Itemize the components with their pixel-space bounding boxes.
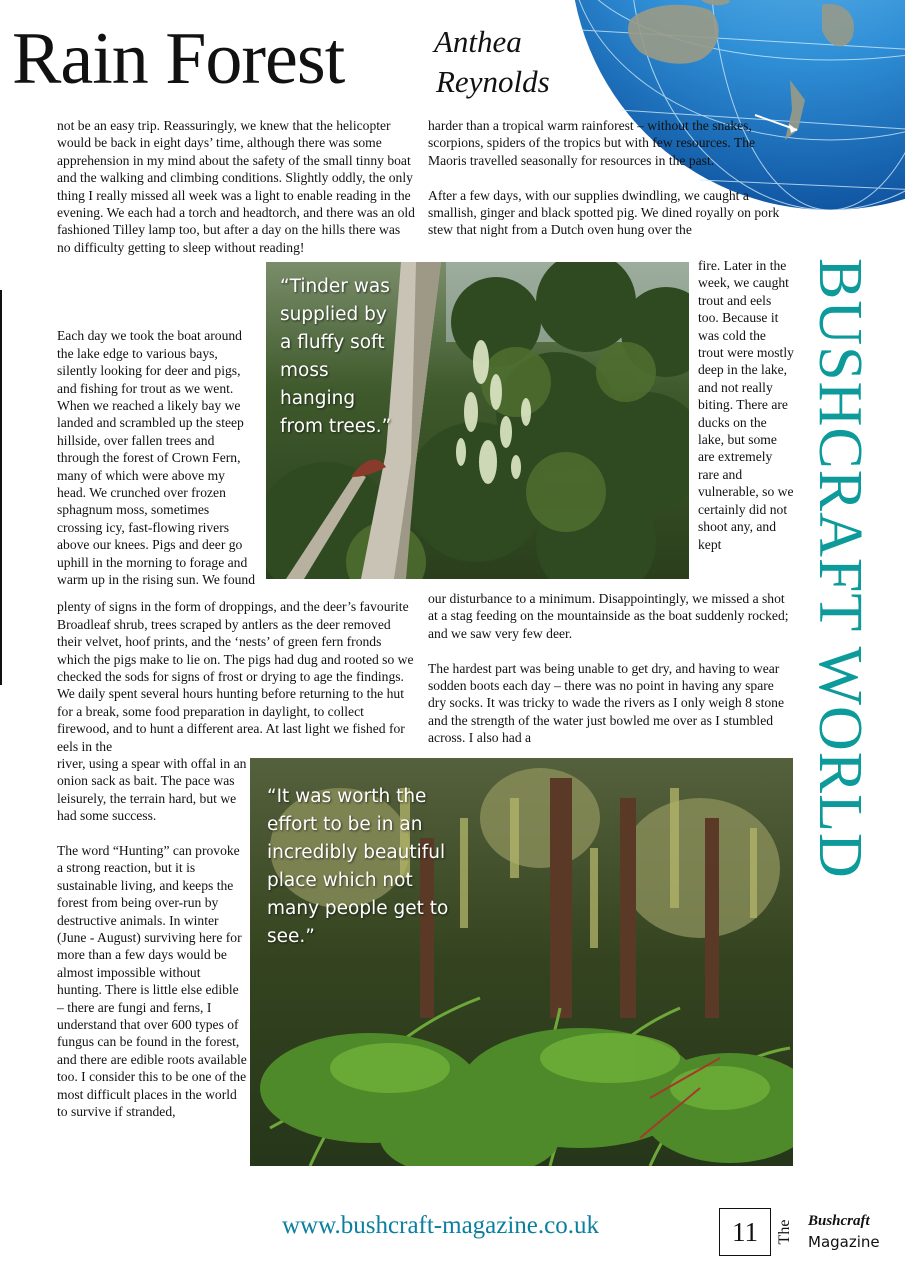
author-first-name: Anthea	[434, 24, 522, 59]
article-paragraph: our disturbance to a minimum. Disappointingly, we missed a shot at a stag feeding on the mountainside as the boat suddenly rocked; and we saw very few deer.	[428, 591, 789, 641]
magazine-name-line1: Bushcraft	[808, 1213, 870, 1229]
magazine-the-text: The	[776, 1219, 793, 1245]
magazine-the	[774, 1208, 796, 1256]
pull-quote-worth: “It was worth the effort to be in an incredibly beautiful place which not many people get to see.”	[267, 786, 449, 947]
section-title-text: BUSHCRAFT WORLD	[806, 258, 874, 879]
article-paragraph: not be an easy trip. Reassuringly, we knew that the helicopter would be back in eight days’ time, although there was some apprehension in my mind about the safety of the small tinny boat and the walking and climbing conditions. Slightly oddly, the only thing I really missed all week was a light to enable reading in the evening. We each had a torch and headtorch, and there was an old fashioned Tilley lamp too, but after a day on the hills there was no difficulty getting to sleep without reading!	[57, 118, 415, 255]
section-title-vertical	[785, 258, 895, 978]
article-paragraph: The word “Hunting” can provoke a strong reaction, but it is sustainable living, and keeps the forest from being over-run by destructive animals. In winter (June - August) surviving here for more than a few days would be almost impossible without hunting. There is little else edible – there are fungi and ferns, I understand that over 600 types of fungus can be found in the forest, and there are edible roots available too. I consider this to be one of the most difficult places in the world to survive if stranded,	[57, 843, 247, 1120]
article-paragraph: river, using a spear with offal in an onion sack as bait. The pace was leisurely, the terrain hard, but we had some success.	[57, 756, 247, 824]
author-name	[434, 22, 550, 102]
article-column-right-bottom	[428, 590, 793, 747]
page-number: 11	[719, 1208, 771, 1256]
website-url[interactable]: www.bushcraft-magazine.co.uk	[282, 1212, 600, 1239]
article-paragraph: The hardest part was being unable to get dry, and having to wear sodden boots each day – there was no point in having any spare dry socks. It was tricky to wade the rivers as I only weigh 8 stone and the strength of the water just bowled me over as I stumbled across. I also had a	[428, 660, 784, 746]
article-column-bottom	[57, 755, 247, 1121]
page-title: Rain Forest	[12, 18, 345, 100]
magazine-name-line2: Magazine	[808, 1233, 880, 1251]
article-paragraph: After a few days, with our supplies dwindling, we caught a smallish, ginger and black spotted pig. We dined royally on pork stew that night from a Dutch oven hung over the	[428, 187, 780, 238]
article-paragraph: harder than a tropical warm rainforest – without the snakes, scorpions, spiders of the tropics but with few resources. The Maoris travelled seasonally for resources in the past.	[428, 118, 756, 168]
article-column-right-top	[428, 117, 793, 239]
article-paragraph: Each day we took the boat around the lake edge to various bays, silently looking for deer and pigs, and fishing for trout as we went. When we reached a likely bay we landed and scrambled up the steep hillside, over fallen trees and through the forest of Crown Fern, many of which were above my head. We crunched over frozen sphagnum moss, sometimes crossing icy, fast-flowing rivers above our knees. Pigs and deer go uphill in the morning to forage and warm up in the rising sun. We found	[57, 328, 256, 588]
article-paragraph: plenty of signs in the form of droppings, and the deer’s favourite Broadleaf shrub, trees scraped by antlers as the deer removed their velvet, hoof prints, and the ‘nests’ of green fern fronds which the pigs make to lie on. The pigs had dug and rooted so we checked the sods for signs of frost or drying to age the findings. We daily spent several hours hunting before returning to the hut for a break, some food preparation in daylight, to collect firewood, and to hunt a different area. At last light we fished for eels in the	[57, 599, 414, 754]
pull-quote-tinder: “Tinder was supplied by a fluffy soft moss hanging from trees.”	[280, 276, 392, 437]
article-paragraph: fire. Later in the week, we caught trout and eels too. Because it was cold the trout were mostly deep in the lake, and not really biting. There are ducks on the lake, but some are extremely rare and vulnerable, so we certainly did not shoot any, and kept	[698, 258, 794, 552]
author-last-name: Reynolds	[436, 64, 550, 99]
left-margin-rule	[0, 290, 2, 685]
